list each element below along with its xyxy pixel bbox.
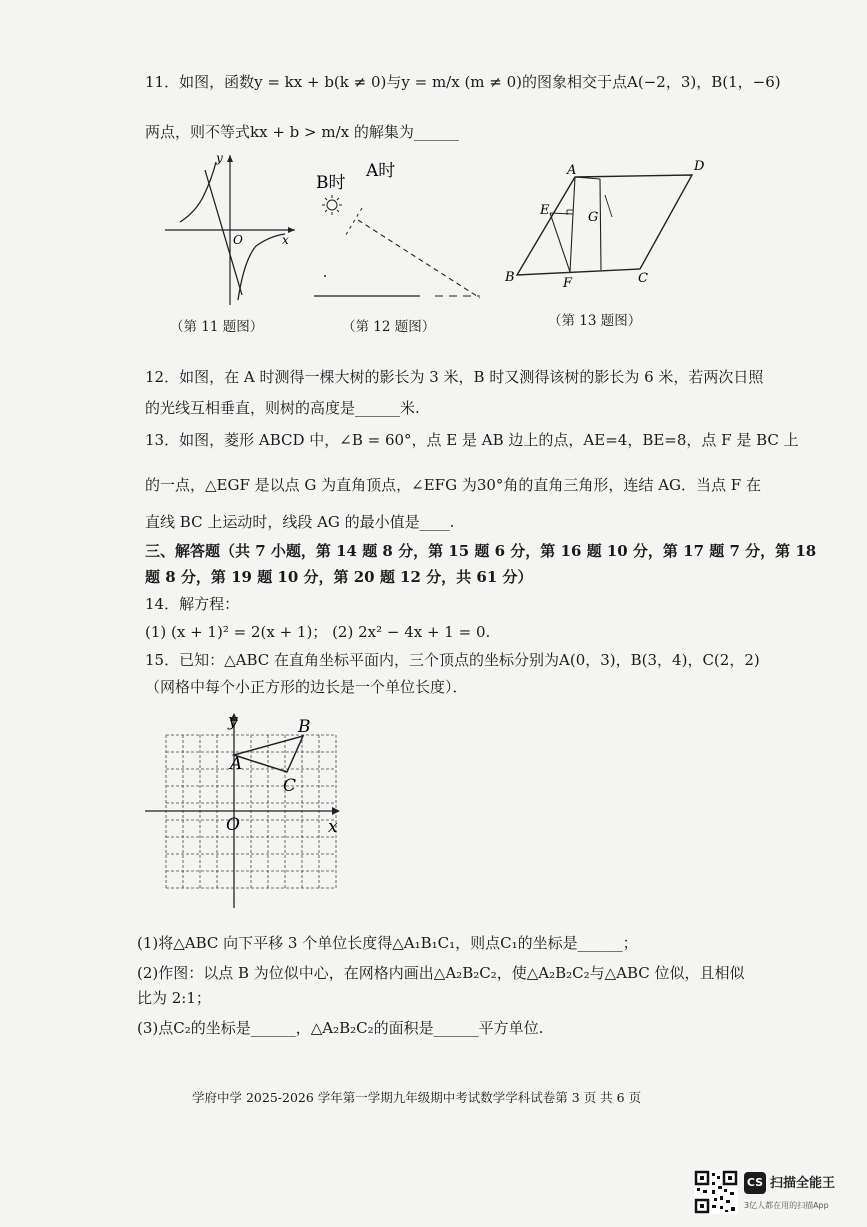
q11-line2: 两点，则不等式kx + b > m/x 的解集为______ (145, 123, 459, 141)
grid-label-y: y (228, 711, 238, 731)
qr-code-icon (694, 1170, 738, 1214)
fig13-label-d: D (694, 159, 705, 174)
q14-title: 14．解方程： (145, 595, 240, 613)
q12-line1: 12．如图，在 A 时测得一棵大树的影长为 3 米，B 时又测得该树的影长为 6 米，若两次日照 (145, 368, 764, 386)
fig13-label-g: G (588, 210, 599, 225)
q15-part3: (3)点C₂的坐标是______，△A₂B₂C₂的面积是______平方单位. (137, 1019, 544, 1037)
fig12-label-a: A时 (366, 161, 396, 181)
sun-icon (322, 195, 342, 215)
fig12-label-b: B时 (316, 173, 346, 193)
fig12-caption: （第 12 题图） (342, 319, 436, 335)
q15-part2a: (2)作图：以点 B 为位似中心，在网格内画出△A₂B₂C₂，使△A₂B₂C₂与△ABC 位似，且相似 (137, 964, 745, 982)
fig13-label-f: F (563, 276, 573, 291)
fig11-label-y: y (216, 151, 223, 165)
fig11-caption: （第 11 题图） (170, 319, 264, 335)
fig13-label-c: C (638, 271, 648, 286)
q13-line1: 13．如图，菱形 ABCD 中，∠B = 60°，点 E 是 AB 边上的点，AE=4，BE=8，点 F 是 BC 上 (145, 431, 799, 449)
q15-line2: （网格中每个小正方形的边长是一个单位长度）． (145, 678, 468, 696)
grid-label-x: x (328, 817, 338, 837)
q11-line1: 11．如图，函数y = kx + b(k ≠ 0)与y = m/x (m ≠ 0)的图象相交于点A(−2，3)，B(1，−6) (145, 73, 781, 91)
q12-line2: 的光线互相垂直，则树的高度是______米. (145, 399, 420, 417)
fig13-label-a: A (567, 163, 577, 178)
grid-label-a: A (230, 754, 243, 774)
page-footer: 学府中学 2025-2026 学年第一学期九年级期中考试数学学科试卷第 3 页 共 6 页 (192, 1090, 642, 1105)
cs-logo-icon: CS (744, 1172, 766, 1194)
q15-part1: (1)将△ABC 向下平移 3 个单位长度得△A₁B₁C₁，则点C₁的坐标是______； (137, 934, 638, 952)
q15-part2b: 比为 2:1； (137, 989, 211, 1007)
figure-12 (310, 158, 490, 308)
fig11-label-x: x (282, 233, 289, 247)
scanner-app-name: 扫描全能王 (770, 1176, 836, 1191)
q14-line1: (1) (x + 1)² = 2(x + 1)； (2) 2x² − 4x + 1 = 0. (145, 623, 491, 641)
scanner-tagline: 3亿人都在用的扫描App (744, 1201, 829, 1210)
fig11-label-o: O (233, 233, 243, 247)
section3-line2: 题 8 分，第 19 题 10 分，第 20 题 12 分，共 61 分） (145, 568, 533, 586)
section3-line1: 三、解答题（共 7 小题，第 14 题 8 分，第 15 题 6 分，第 16 题 10 分，第 17 题 7 分，第 18 (145, 542, 817, 560)
q15-line1: 15．已知：△ABC 在直角坐标平面内，三个顶点的坐标分别为A(0，3)，B(3，4)，C(2，2) (145, 651, 760, 669)
figure-11 (160, 150, 300, 310)
grid-label-c: C (283, 776, 297, 796)
fig13-label-b: B (505, 270, 515, 285)
q13-line2: 的一点，△EGF 是以点 G 为直角顶点，∠EFG 为30°角的直角三角形，连结 AG．当点 F 在 (145, 476, 761, 494)
figure-13 (500, 155, 715, 290)
q13-line3: 直线 BC 上运动时，线段 AG 的最小值是____. (145, 513, 455, 531)
fig13-caption: （第 13 题图） (548, 313, 642, 329)
fig13-label-e: E (540, 203, 550, 218)
coordinate-grid (140, 710, 355, 910)
grid-label-b: B (298, 717, 311, 737)
grid-label-o: O (226, 815, 240, 835)
